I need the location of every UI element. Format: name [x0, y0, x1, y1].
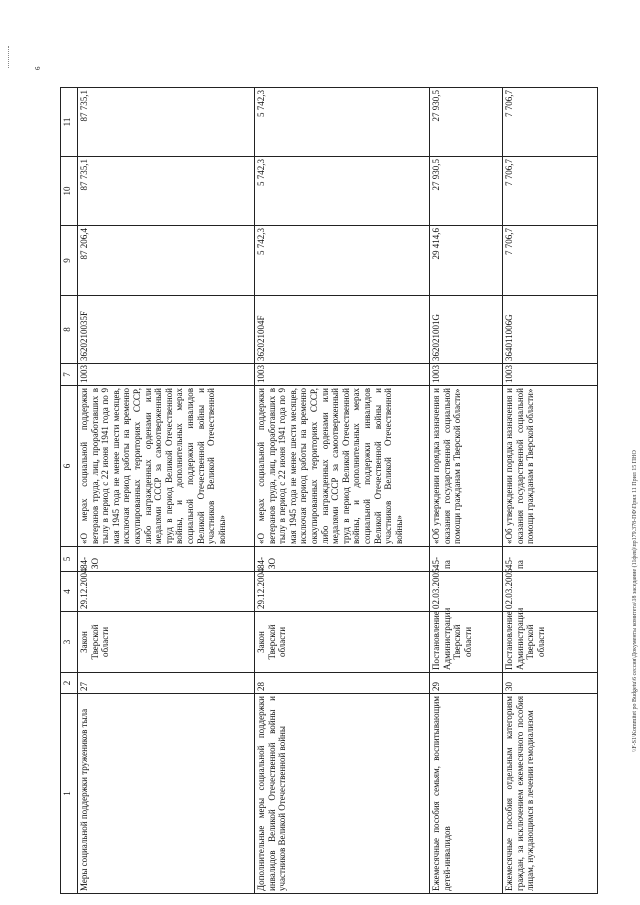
table-row [255, 88, 430, 894]
amount-col11: 5 742,3 [255, 88, 430, 157]
amount-col10: 7 706,7 [503, 157, 598, 226]
col-header: 9 [61, 226, 78, 296]
amount-col11: 7 706,7 [503, 88, 598, 157]
amount-col9: 87 206,4 [78, 226, 255, 296]
document-type: Закон Тверской области [255, 612, 430, 673]
row-number: 28 [255, 673, 430, 694]
col-header: 8 [61, 296, 78, 364]
col-header: 5 [61, 547, 78, 572]
col-header: 7 [61, 364, 78, 386]
document-type: Постановление Администрации Тверской области [430, 612, 503, 673]
document-date: 29.12.2004 [78, 572, 255, 612]
measure-name: Меры социальной поддержки тружеников тыла [78, 694, 255, 894]
row-number: 29 [430, 673, 503, 694]
table-row [503, 88, 598, 894]
document-date: 02.03.2005 [503, 572, 598, 612]
amount-col10: 5 742,3 [255, 157, 430, 226]
rotated-table-wrapper [60, 88, 618, 894]
section-code: 1003 [503, 364, 598, 386]
document-number: 45-па [430, 547, 503, 572]
document-type: Постановление Администрации Тверской области [503, 612, 598, 673]
document-date: 29.12.2004 [255, 572, 430, 612]
table-row [430, 88, 503, 894]
document-number: 45-па [503, 547, 598, 572]
target-code: 362021001G [430, 296, 503, 364]
measure-name: Ежемесячные пособия семьям, воспитывающим детей-инвалидов [430, 694, 503, 894]
target-code: 3620210035F [78, 296, 255, 364]
col-header: 1 [61, 694, 78, 894]
document-title: «Об утверждении порядка назначения и оказания государственной социальной помощи гражданам в Тверской области» [430, 386, 503, 547]
col-header: 11 [61, 88, 78, 157]
amount-col11: 87 735,1 [78, 88, 255, 157]
document-title: «Об утверждении порядка назначения и оказания государственной социальной помощи гражданам в Тверской области» [503, 386, 598, 547]
amount-col9: 5 742,3 [255, 226, 430, 296]
section-code: 1003 [78, 364, 255, 386]
col-header: 10 [61, 157, 78, 226]
file-path-footer: \\F-S1\Kommitet po Budgetu\6 сессия\Документы комитета\18 заседание (11фев)\пр179.378-ПФ\Прил 11 Прил 15 ПНО [632, 450, 638, 752]
document-number: 84-ЗО [255, 547, 430, 572]
measure-name: Ежемесячные пособия отдельным категориям граждан, за исключением ежемесячного пособия лицам, нуждающимся в лечении гемодиализом [503, 694, 598, 894]
amount-col10: 87 735,1 [78, 157, 255, 226]
amount-col10: 27 930,5 [430, 157, 503, 226]
document-date: 02.03.2005 [430, 572, 503, 612]
amount-col9: 29 414,6 [430, 226, 503, 296]
page-number: 6 [34, 66, 42, 70]
row-number: 30 [503, 673, 598, 694]
target-code: 362021004F [255, 296, 430, 364]
amount-col9: 7 706,7 [503, 226, 598, 296]
col-header: 6 [61, 386, 78, 547]
margin-mark [8, 46, 10, 68]
document-type: Закон Тверской области [78, 612, 255, 673]
document-title: «О мерах социальной поддержки ветеранов труда, лиц, проработавших в тылу в период с 22 июня 1941 года по 9 мая 1945 года не менее шести месяцев, исключая период работы на временно оккупированных территориях СССР, либо награжденных орденами или медалями СССР за самоотверженный труд в период Великой Отечественной войны, и дополнительных мерах социальной поддержки инвалидов Великой Отечественной войны и участников Великой Отечественной войны» [255, 386, 430, 547]
row-number: 27 [78, 673, 255, 694]
target-code: 364011006G [503, 296, 598, 364]
col-header: 2 [61, 673, 78, 694]
table-stage [60, 88, 618, 894]
measure-name: Дополнительные меры социальной поддержки инвалидов Великой Отечественной войны и участников Великой Отечественной войны [255, 694, 430, 894]
document-title: «О мерах социальной поддержки ветеранов труда, лиц, проработавших в тылу в период с 22 июня 1941 года по 9 мая 1945 года не менее шести месяцев, исключая период работы на временно оккупированных территориях СССР, либо награжденных орденами или медалями СССР за самоотверженный труд в период Великой Отечественной войны, и дополнительных мерах социальной поддержки инвалидов Великой Отечественной войны и участников Великой Отечественной войны» [78, 386, 255, 547]
section-code: 1003 [430, 364, 503, 386]
budget-table [60, 87, 598, 894]
col-header: 4 [61, 572, 78, 612]
header-row [61, 88, 78, 894]
section-code: 1003 [255, 364, 430, 386]
amount-col11: 27 930,5 [430, 88, 503, 157]
col-header: 3 [61, 612, 78, 673]
table-row [78, 88, 255, 894]
document-number: 84-ЗО [78, 547, 255, 572]
